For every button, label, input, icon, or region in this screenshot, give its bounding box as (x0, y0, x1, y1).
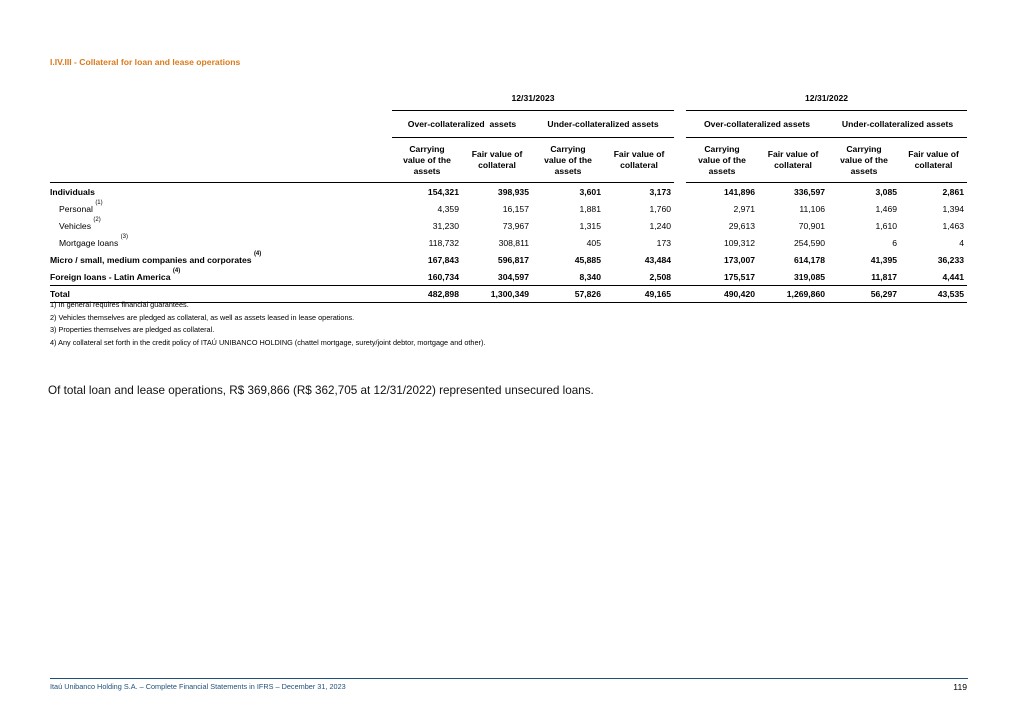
group-over-2022: Over-collateralized assets (686, 111, 828, 138)
col-header: Fair value of collateral (604, 138, 674, 183)
period-2023: 12/31/2023 (392, 86, 674, 111)
footnote: 2) Vehicles themselves are pledged as collateral, as well as assets leased in lease operations. (50, 312, 355, 322)
footnotes (50, 299, 485, 349)
footnote: 3) Properties themselves are pledged as collateral. (50, 325, 215, 334)
col-header: Fair value of collateral (900, 138, 967, 183)
table-row: Micro / small, medium companies and corporates $^{(4)}$ 167,843 596,817 45,885 43,484 173,007 614,178 41,395 36,233 (50, 250, 965, 265)
page-number: 119 (953, 682, 967, 692)
section-title: I.IV.III - Collateral for loan and lease operations (50, 57, 241, 67)
collateral-table (50, 86, 967, 303)
footnote: 4) Any collateral set forth in the credit policy of ITAÚ UNIBANCO HOLDING (chattel mortgage, surety/joint debtor, mortgage and other). (50, 337, 486, 347)
group-under-2023: Under-collateralized assets (532, 111, 674, 138)
table-row: Foreign loans - Latin America $^{(4)}$ 160,734 304,597 8,340 2,508 175,517 319,085 11,817 4,441 (50, 268, 967, 286)
total-row: Total 482,898 1,300,349 57,826 49,165 490,420 1,269,860 56,297 43,535 (50, 286, 967, 303)
col-header: Carrying value of the assets (686, 138, 758, 183)
col-header: Carrying value of the assets (532, 138, 604, 183)
period-2022: 12/31/2022 (686, 86, 967, 111)
footnote: 1) In general requires financial guarantees. (50, 300, 189, 309)
table-row: Vehicles $^{(2)}$ 31,230 73,967 1,315 1,240 29,613 70,901 1,610 1,463 (59, 216, 965, 231)
table-row: Personal $^{(1)}$ 4,359 16,157 1,881 1,760 2,971 11,106 1,469 1,394 (59, 199, 965, 214)
col-header: Fair value of collateral (462, 138, 532, 183)
footer-divider (50, 678, 968, 679)
group-under-2022: Under-collateralized assets (828, 111, 967, 138)
table-row: Mortgage loans $^{(3)}$ 118,732 308,811 405 173 109,312 254,590 6 4 (59, 233, 965, 248)
group-over-2023: Over-collateralized assets (392, 111, 532, 138)
col-header: Carrying value of the assets (828, 138, 900, 183)
table-row: Individuals 154,321 398,935 3,601 3,173 141,896 336,597 3,085 2,861 (50, 186, 965, 197)
col-header: Carrying value of the assets (392, 138, 462, 183)
col-header: Fair value of collateral (758, 138, 828, 183)
unsecured-loans-summary: Of total loan and lease operations, R$ 369,866 (R$ 362,705 at 12/31/2022) represented unsecured loans. (48, 384, 594, 397)
footer-text: Itaú Unibanco Holding S.A. – Complete Financial Statements in IFRS – December 31, 2023 (50, 682, 346, 691)
